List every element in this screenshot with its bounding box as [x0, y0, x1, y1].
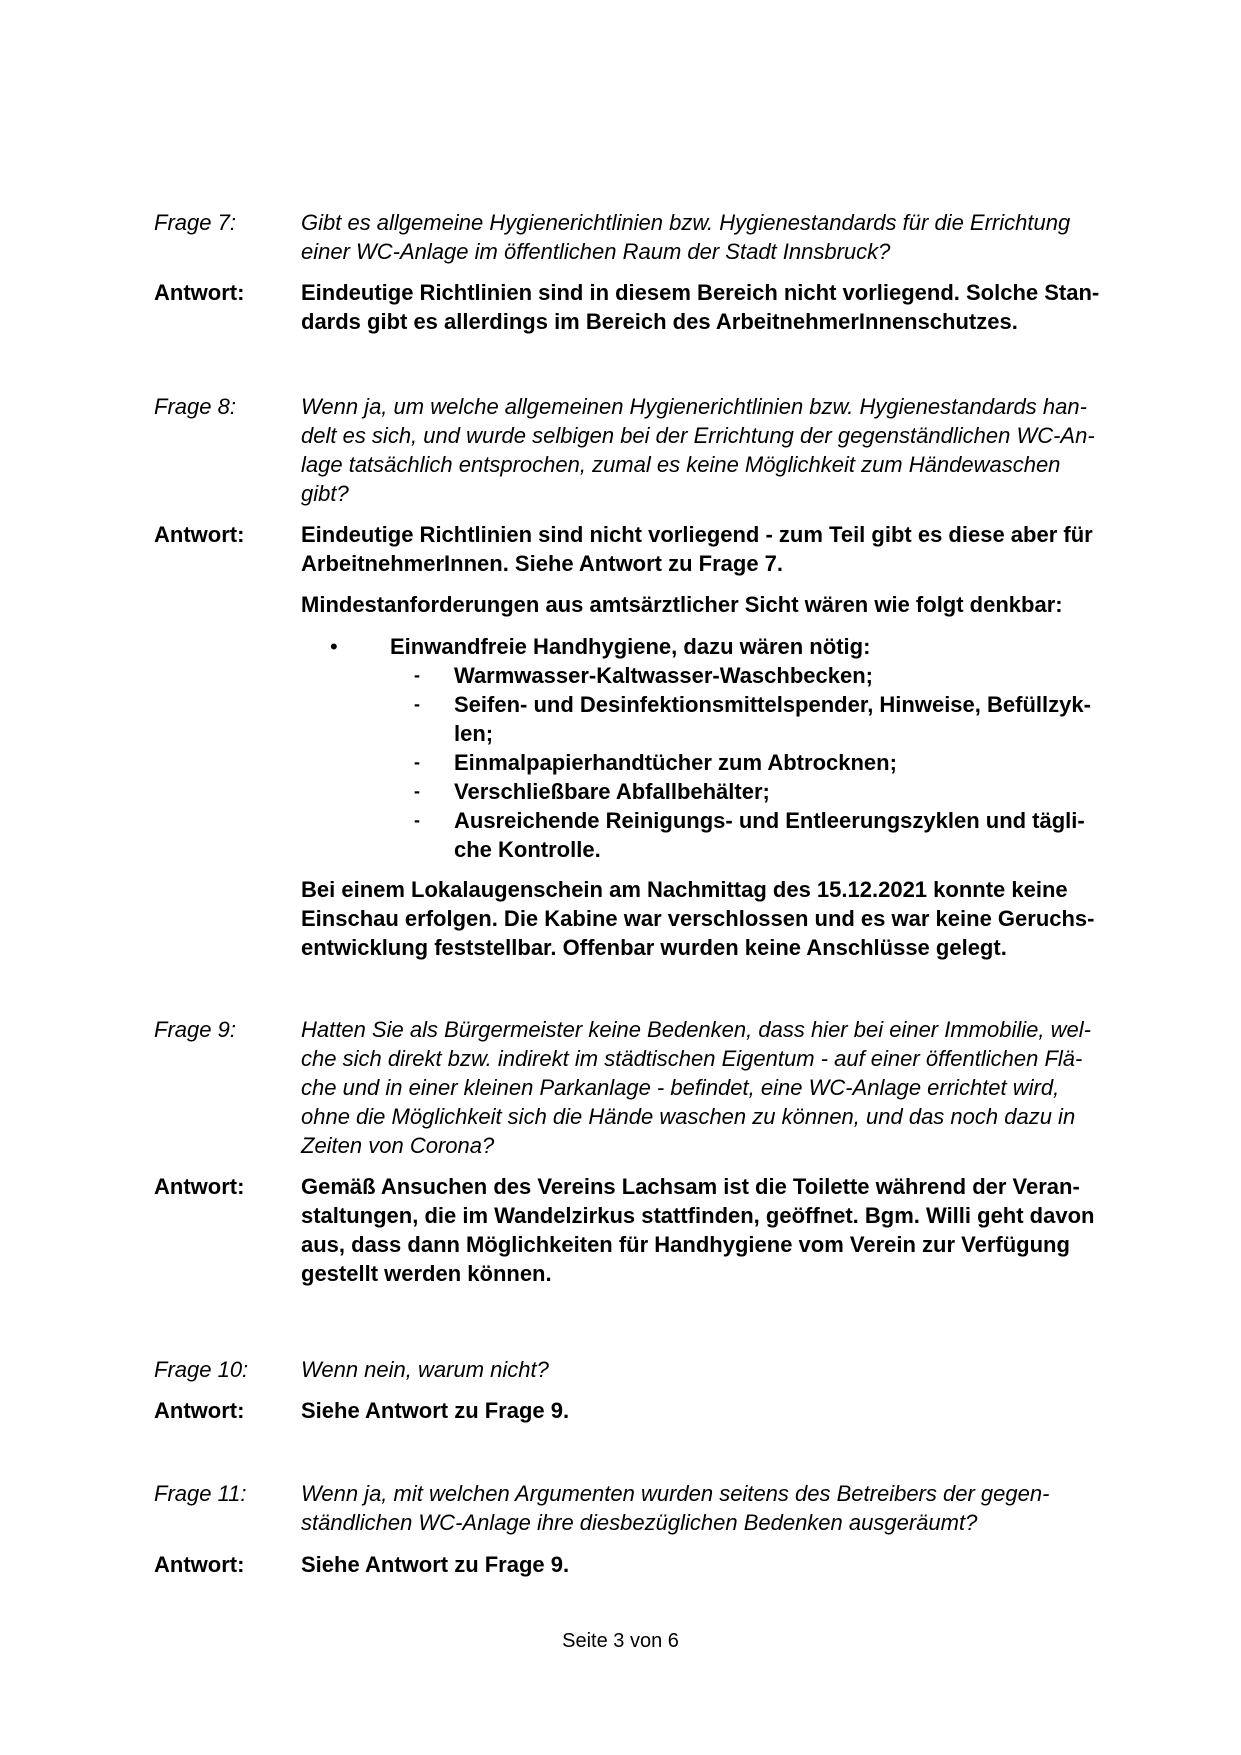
list-item: Warmwasser-Kaltwasser-Waschbecken;: [454, 663, 873, 688]
text-line: Mindestanforderungen aus amtsärztlicher Sicht wären wie folgt denkbar:: [301, 592, 1063, 617]
text-line: Wenn ja, mit welchen Argumenten wurden seitens des Betreibers der gegen-: [301, 1481, 1050, 1506]
answer-text: [301, 278, 1134, 336]
text-line: staltungen, die im Wandelzirkus stattfinden, geöffnet. Bgm. Willi geht davon: [301, 1203, 1095, 1228]
text-line: Hatten Sie als Bürgermeister keine Bedenken, dass hier bei einer Immobilie, wel-: [301, 1017, 1091, 1042]
question-label: Frage 10:: [154, 1357, 249, 1382]
text-line: Wenn ja, um welche allgemeinen Hygienerichtlinien bzw. Hygienestandards han-: [301, 394, 1087, 419]
text-line: Siehe Antwort zu Frage 9.: [301, 1552, 570, 1577]
text-line: che sich direkt bzw. indirekt im städtischen Eigentum - auf einer öffentlichen Flä-: [301, 1046, 1083, 1071]
text-line: lage tatsächlich entsprochen, zumal es keine Möglichkeit zum Händewaschen: [301, 452, 1061, 477]
question-text: [301, 1355, 1134, 1384]
answer-text: [301, 1550, 1134, 1579]
text-line: delt es sich, und wurde selbigen bei der Errichtung der gegenständlichen WC-An-: [301, 423, 1095, 448]
dash-icon: -: [414, 781, 420, 801]
question-text: [301, 208, 1134, 266]
text-line: Einschau erfolgen. Die Kabine war verschlossen und es war keine Geruchs-: [301, 906, 1095, 931]
question-text: [301, 1015, 1134, 1160]
text-line: Zeiten von Corona?: [301, 1133, 495, 1158]
answer-label: Antwort:: [154, 522, 245, 547]
answer-label: Antwort:: [154, 1398, 245, 1423]
dash-icon: -: [414, 752, 420, 772]
text-line: Gibt es allgemeine Hygienerichtlinien bzw. Hygienestandards für die Errichtung: [301, 210, 1071, 235]
list-item: Seifen- und Desinfektionsmittelspender, Hinweise, Befüllzyk-: [454, 692, 1091, 717]
answer-label: Antwort:: [154, 1552, 245, 1577]
dash-icon: -: [414, 665, 420, 685]
text-line: entwicklung feststellbar. Offenbar wurden keine Anschlüsse gelegt.: [301, 935, 1007, 960]
answer-text: [301, 875, 1134, 962]
answer-text: [301, 520, 1134, 578]
text-line: ständlichen WC-Anlage ihre diesbezüglichen Bedenken ausgeräumt?: [301, 1510, 978, 1535]
text-line: Eindeutige Richtlinien sind nicht vorliegend - zum Teil gibt es diese aber für: [301, 522, 1093, 547]
answer-text: [301, 1396, 1134, 1425]
list-item-continuation: che Kontrolle.: [454, 837, 601, 862]
text-line: Gemäß Ansuchen des Vereins Lachsam ist die Toilette während der Veran-: [301, 1174, 1080, 1199]
question-text: [301, 392, 1134, 508]
text-line: ArbeitnehmerInnen. Siehe Antwort zu Frage 7.: [301, 551, 784, 576]
text-line: gibt?: [301, 481, 349, 506]
question-text: [301, 1479, 1134, 1537]
text-line: Wenn nein, warum nicht?: [301, 1357, 549, 1382]
list-item-continuation: len;: [454, 721, 494, 746]
bullet-item: Einwandfreie Handhygiene, dazu wären nötig:: [390, 634, 871, 659]
answer-label: Antwort:: [154, 280, 245, 305]
dash-icon: -: [414, 694, 420, 714]
text-line: gestellt werden können.: [301, 1261, 552, 1286]
text-line: dards gibt es allerdings im Bereich des ArbeitnehmerInnenschutzes.: [301, 309, 1018, 334]
page-number: Seite 3 von 6: [562, 1630, 679, 1652]
text-line: che und in einer kleinen Parkanlage - befindet, eine WC-Anlage errichtet wird,: [301, 1075, 1060, 1100]
dash-icon: -: [414, 810, 420, 830]
list-item: Einmalpapierhandtücher zum Abtrocknen;: [454, 750, 897, 775]
text-line: einer WC-Anlage im öffentlichen Raum der Stadt Innsbruck?: [301, 239, 891, 264]
text-line: ohne die Möglichkeit sich die Hände waschen zu können, und das noch dazu in: [301, 1104, 1076, 1129]
text-line: aus, dass dann Möglichkeiten für Handhygiene vom Verein zur Verfügung: [301, 1232, 1070, 1257]
answer-intro: [301, 590, 1134, 619]
answer-label: Antwort:: [154, 1174, 245, 1199]
answer-text: [301, 1172, 1134, 1288]
question-label: Frage 9:: [154, 1017, 236, 1042]
list-item: Verschließbare Abfallbehälter;: [454, 779, 770, 804]
list-item: Ausreichende Reinigungs- und Entleerungszyklen und tägli-: [454, 808, 1085, 833]
question-label: Frage 7:: [154, 210, 236, 235]
question-label: Frage 11:: [154, 1481, 247, 1506]
text-line: Siehe Antwort zu Frage 9.: [301, 1398, 570, 1423]
text-line: Eindeutige Richtlinien sind in diesem Bereich nicht vorliegend. Solche Stan-: [301, 280, 1100, 305]
bullet-icon: •: [330, 634, 338, 659]
text-line: Bei einem Lokalaugenschein am Nachmittag des 15.12.2021 konnte keine: [301, 877, 1068, 902]
question-label: Frage 8:: [154, 394, 236, 419]
